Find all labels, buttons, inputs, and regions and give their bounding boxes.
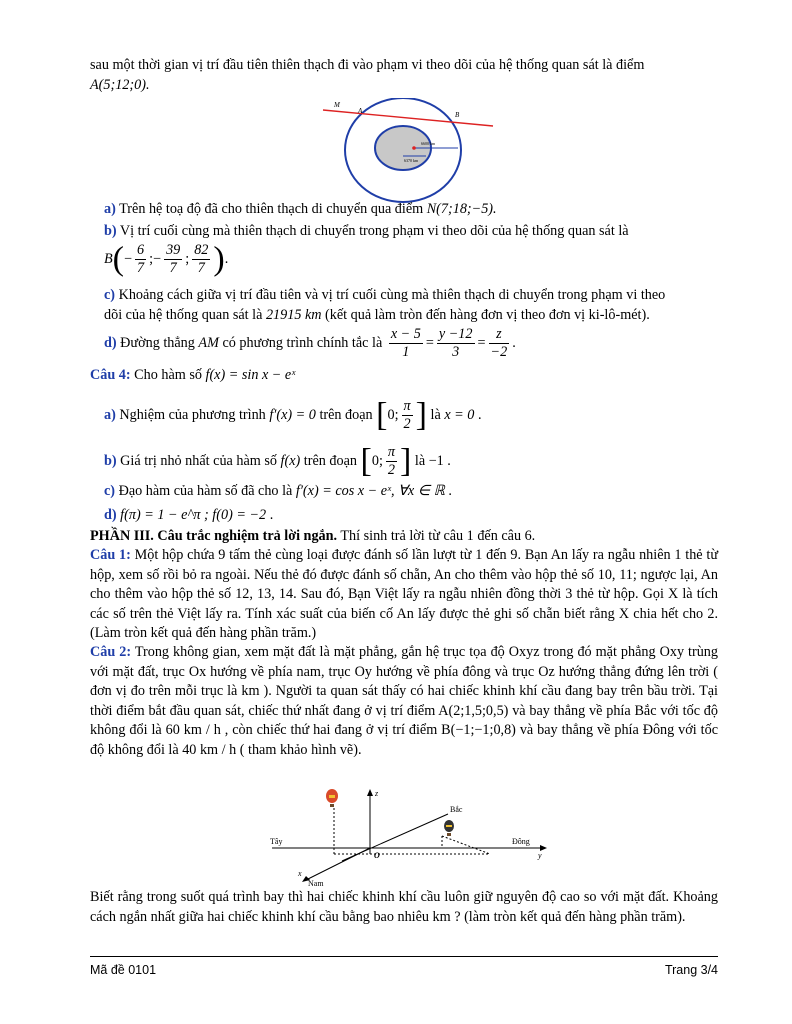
label-z: z xyxy=(375,789,379,798)
q4-b-text3: là −1 . xyxy=(414,452,451,469)
q4-b-text2: trên đoạn xyxy=(303,452,357,469)
label-tay: Tây xyxy=(270,837,283,846)
c2-conclusion xyxy=(90,888,718,927)
q3-b-text: Vị trí cuối cùng mà thiên thạch di chuyển trong phạm vi theo dõi của hệ thống quan sát là xyxy=(119,223,629,239)
q3-d-text: Đường thẳng xyxy=(120,334,195,351)
c2-text: Trong không gian, xem mặt đất là mặt phẳng, gắn hệ trục tọa độ Oxyz trong đó mặt phẳng Oxy trùng với mặt đất, trục Ox hướng về phía nam, trục Oy hướng về phía đông và trục Oz hướng thẳng đứng lên trời ( đơn vị đo trên mỗi trục là km ). Người ta quan sát thấy có hai chiếc khinh khí cầu đang bay trên bầu trời. Tại thời điểm bắt đầu quan sát, chiếc thứ nhất đang ở vị trí điểm A(2;1,5;0,5) và bay thẳng về phía Bắc với tốc độ không đổi là 60 km / h , còn chiếc thứ hai đang ở vị trí điểm B(−1;−1;0,8) và bay thẳng về phía Đông với tốc độ không đổi là 40 km / h ( tham khảo hình vẽ). xyxy=(90,644,718,758)
q3-a-point: N(7;18;−5). xyxy=(426,201,497,217)
q3-option-d: d) Đường thẳng AM có phương trình chính tắc là $\frac{x - 5}{1}$ = $\frac{y -12}{3}$ = $\frac{z}{-2}$ . xyxy=(104,326,516,360)
label-nam: Nam xyxy=(308,879,324,888)
c2-conclusion-text: Biết rằng trong suốt quá trình bay thì hai chiếc khinh khí cầu luôn giữ nguyên độ cao so với mặt đất. Khoảng cách ngắn nhất giữa hai chiếc khinh khí cầu bằng bao nhiêu km ? (làm tròn kết quả đến hàng phần trăm). xyxy=(90,889,718,925)
q4-a-result: x = 0 xyxy=(444,406,475,423)
q3-a-text: Trên hệ toạ độ đã cho thiên thạch di chuyển qua điểm xyxy=(119,201,424,217)
c2-paragraph xyxy=(90,643,718,760)
q3-c-text1: Khoảng cách giữa vị trí đầu tiên và vị trí cuối cùng mà thiên thạch di chuyển trong phạm vi theo xyxy=(118,287,666,303)
q3-c-text2b: (kết quả làm tròn đến hàng đơn vị theo đơn vị ki-lô-mét). xyxy=(325,306,650,323)
q3-a-label: a) xyxy=(104,201,116,217)
q3-b-prefix: B xyxy=(104,250,113,267)
q4-title-text: Cho hàm số xyxy=(134,367,202,383)
q4-function: f(x) = sin x − eˣ xyxy=(205,367,296,383)
q4-a-label: a) xyxy=(104,406,116,423)
dashed-3 xyxy=(442,836,490,854)
q4-a-eq: f′(x) = 0 xyxy=(269,406,316,423)
label-b: B xyxy=(455,111,460,119)
label-outer-radius: 6600 km xyxy=(421,141,436,146)
q4-b-text: Giá trị nhỏ nhất của hàm số xyxy=(120,452,277,469)
exam-code: Mã đề 0101 xyxy=(90,963,157,977)
q4-option-b: b) Giá trị nhỏ nhất của hàm số f(x) trên đoạn [0; $\frac{\pi}{2}$ ] là −1 . xyxy=(104,442,451,480)
balloon-b-icon xyxy=(444,820,454,836)
part3-header xyxy=(90,527,718,547)
q3-b-point: B(− $\frac{6}{7}$ ;− $\frac{39}{7}$ ; $\frac{82}{7}$ ). xyxy=(104,240,229,278)
q4-option-d: d) f(π) = 1 − e^π ; f(0) = −2 . xyxy=(104,507,274,523)
q4-option-a: a) Nghiệm của phương trình f′(x) = 0 trên đoạn [0; $\frac{\pi}{2}$ ] là x = 0 . xyxy=(104,396,482,434)
label-x: x xyxy=(298,869,302,878)
q4-c-eq: f′(x) = cos x − eˣ, ∀x ∈ ℝ xyxy=(295,483,445,499)
intro-text: sau một thời gian vị trí đầu tiên thiên thạch đi vào phạm vi theo dõi của hệ thống quan sát là điểm xyxy=(90,57,645,73)
q4-title xyxy=(90,366,718,386)
q4-b-func: f(x) xyxy=(280,452,301,469)
q4-d-label: d) xyxy=(104,507,117,523)
page-number: Trang 3/4 xyxy=(664,963,718,977)
q3-d-label: d) xyxy=(104,334,117,351)
c1-label: Câu 1: xyxy=(90,547,131,563)
label-bac: Bắc xyxy=(450,805,463,814)
c1-text: Một hộp chứa 9 tấm thẻ cùng loại được đánh số lần lượt từ 1 đến 9. Bạn An lấy ra ngẫu nhiên 1 thẻ từ hộp, xem số rồi bỏ ra ngoài. Nếu thẻ đó được đánh số chẵn, An cho thêm vào hộp thẻ số 10, 11; ngược lại, An cho thêm vào hộp thẻ số 12, 13, 14. Sau đó, Bạn Việt lấy ra ngẫu nhiên đồng thời 3 thẻ từ hộp. Gọi X là tích các số trên thẻ Việt lấy ra. Tính xác suất của biến cố An lấy được thẻ ghi số chẵn biết rằng X chia hết cho 2. (Làm tròn kết quả đến hàng phần trăm.) xyxy=(90,547,719,641)
q3-c-value: 21915 km xyxy=(265,306,322,323)
q3-c-label: c) xyxy=(104,287,116,303)
q3-option-a xyxy=(104,200,718,220)
c2-label: Câu 2: xyxy=(90,644,132,660)
q3-d-text2: có phương trình chính tắc là xyxy=(222,334,383,351)
q4-a-text3: là xyxy=(430,406,441,423)
intro-paragraph xyxy=(90,56,718,95)
balloon-a-icon xyxy=(326,789,338,807)
q4-a-text: Nghiệm của phương trình xyxy=(119,406,266,423)
q3-c-text2a: dõi của hệ thống quan sát là xyxy=(104,306,263,323)
q4-d-eq: f(π) = 1 − e^π ; f(0) = −2 xyxy=(120,507,267,523)
q3-option-c xyxy=(104,286,718,325)
q4-b-label: b) xyxy=(104,452,117,469)
q3-d-line: AM xyxy=(198,334,219,351)
label-a: A xyxy=(358,107,363,115)
label-o: O xyxy=(374,851,380,860)
q4-c-label: c) xyxy=(104,483,116,499)
label-m: M xyxy=(334,101,340,109)
intro-point-a: A(5;12;0). xyxy=(90,76,150,93)
meteor-orbit-figure xyxy=(318,98,498,206)
part3-subtitle: Thí sinh trả lời từ câu 1 đến câu 6. xyxy=(340,528,536,544)
c1-paragraph xyxy=(90,546,718,644)
q3-b-label: b) xyxy=(104,223,117,239)
meteor-path xyxy=(323,110,493,126)
page-footer xyxy=(90,956,718,977)
label-y: y xyxy=(538,851,542,860)
center-dot xyxy=(412,146,416,150)
q4-label: Câu 4: xyxy=(90,367,131,383)
label-inner-radius: 6370 km xyxy=(404,158,419,163)
q4-a-text2: trên đoạn xyxy=(319,406,373,423)
label-dong: Đông xyxy=(512,837,530,846)
q4-option-c: c) Đạo hàm của hàm số đã cho là f′(x) = cos x − eˣ, ∀x ∈ ℝ . xyxy=(104,483,452,499)
q3-option-b xyxy=(104,222,718,242)
part3-title: PHẦN III. Câu trắc nghiệm trả lời ngắn. xyxy=(90,528,338,544)
q4-c-text: Đạo hàm của hàm số đã cho là xyxy=(118,483,293,499)
balloon-axes-figure xyxy=(262,786,552,888)
